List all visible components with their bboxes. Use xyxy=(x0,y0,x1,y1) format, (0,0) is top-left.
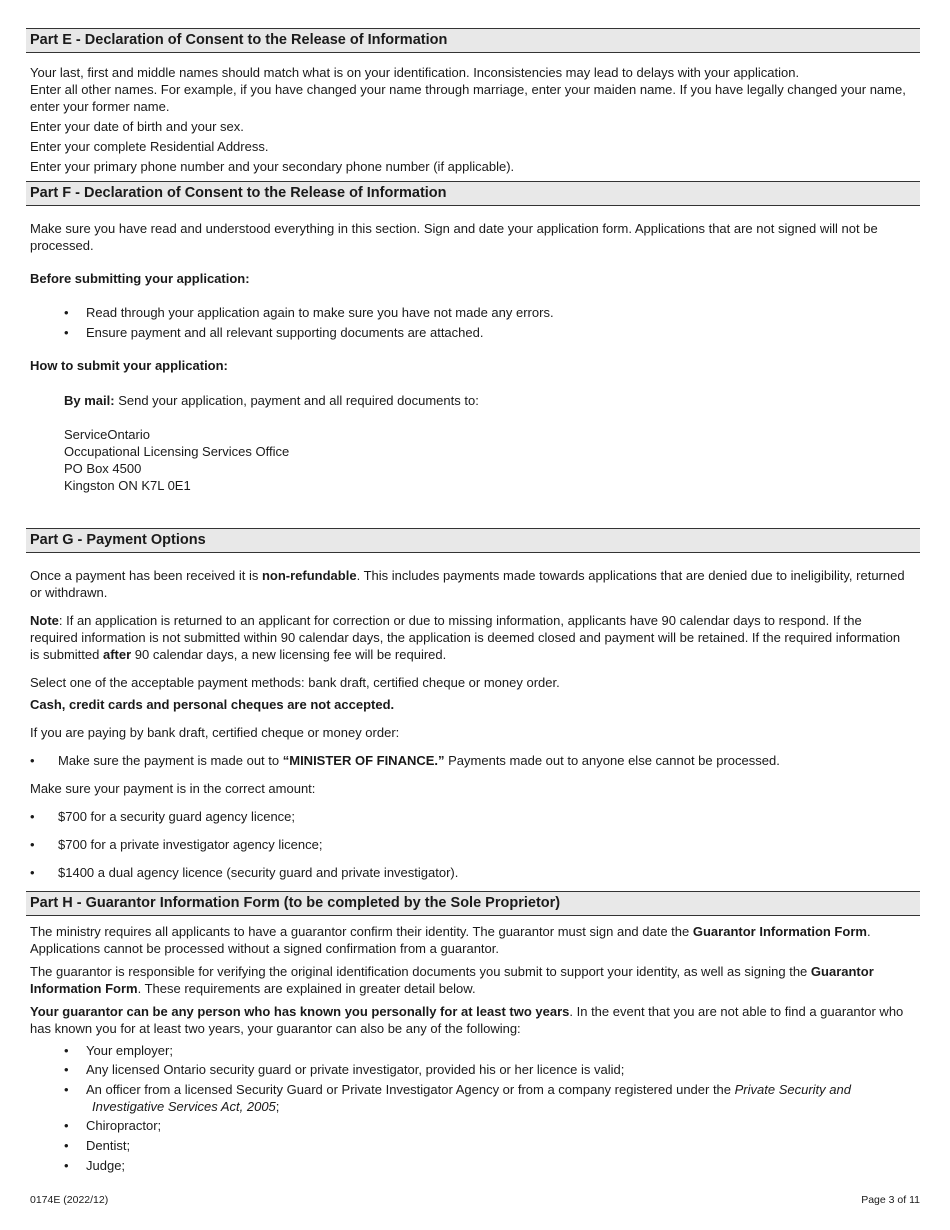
part-e-para-2: Enter all other names. For example, if you have changed your name through marriage, enter your maiden name. If you have legally changed your name, enter your former name. xyxy=(30,82,906,114)
bullet-icon: • xyxy=(30,837,35,852)
part-e-para-4: Enter your complete Residential Address. xyxy=(30,139,269,154)
part-g-note: Note: If an application is returned to an applicant for correction or due to missing information, applicants have 90 calendar days to respond. If the required information is not submitted within 90 calendar days, the application is deemed closed and payment will be retained. If the required information is submitted after 90 calendar days, a new licensing fee will be required. xyxy=(30,613,901,662)
page-number: Page 3 of 11 xyxy=(861,1194,920,1206)
bullet-icon: • xyxy=(64,1062,69,1077)
address-line: PO Box 4500 xyxy=(64,461,142,476)
before-submitting-heading: Before submitting your application: xyxy=(30,271,250,286)
part-h-para-1: The ministry requires all applicants to have a guarantor confirm their identity. The guarantor must sign and date the Guarantor Information Form. Applications cannot be processed without a signed confirmation from a guarantor. xyxy=(30,924,871,956)
part-g-para-5: If you are paying by bank draft, certified cheque or money order: xyxy=(30,725,400,740)
bullet-icon: • xyxy=(64,325,69,340)
part-h-para-3: Your guarantor can be any person who has known you personally for at least two years. In the event that you are not able to find a guarantor who has known you for at least two years, your guarantor can also be any of the following: xyxy=(30,1004,904,1036)
part-h-header: Part H - Guarantor Information Form (to be completed by the Sole Proprietor) xyxy=(26,891,920,916)
part-f-header: Part F - Declaration of Consent to the Release of Information xyxy=(26,181,920,206)
how-to-submit-heading: How to submit your application: xyxy=(30,358,228,373)
bullet-icon: • xyxy=(30,809,35,824)
part-e-para-3: Enter your date of birth and your sex. xyxy=(30,119,244,134)
bullet-icon: • xyxy=(64,1158,69,1173)
form-id: 0174E (2022/12) xyxy=(30,1194,109,1206)
part-f-para-1: Make sure you have read and understood everything in this section. Sign and date your application form. Applications that are not signed will not be processed. xyxy=(30,221,878,253)
part-h-para-2: The guarantor is responsible for verifying the original identification documents you submit to support your identity, as well as signing the Guarantor Information Form. These requirements are explained in greater detail below. xyxy=(30,964,874,996)
address-line: ServiceOntario xyxy=(64,427,150,442)
address-line: Kingston ON K7L 0E1 xyxy=(64,478,191,493)
bullet-icon: • xyxy=(64,1043,69,1058)
bullet-icon: • xyxy=(30,865,35,880)
list-item-continuation: Investigative Services Act, 2005; xyxy=(92,1099,280,1114)
bullet-icon: • xyxy=(30,753,35,768)
part-g-header: Part G - Payment Options xyxy=(26,528,920,553)
bullet-icon: • xyxy=(64,1082,69,1097)
bullet-icon: • xyxy=(64,305,69,320)
part-e-para-5: Enter your primary phone number and your secondary phone number (if applicable). xyxy=(30,159,515,174)
part-g-para-4: Cash, credit cards and personal cheques are not accepted. xyxy=(30,697,395,712)
part-g-para-1: Once a payment has been received it is non-refundable. This includes payments made towards applications that are denied due to ineligibility, returned or withdrawn. xyxy=(30,568,905,600)
bullet-icon: • xyxy=(64,1118,69,1133)
part-g-para-6: Make sure your payment is in the correct amount: xyxy=(30,781,316,796)
mail-instruction: By mail: Send your application, payment and all required documents to: xyxy=(64,393,479,408)
address-line: Occupational Licensing Services Office xyxy=(64,444,290,459)
part-g-para-3: Select one of the acceptable payment methods: bank draft, certified cheque or money order. xyxy=(30,675,560,690)
bullet-icon: • xyxy=(64,1138,69,1153)
document-page: Part E - Declaration of Consent to the Release of Information Your last, first and middle names should match what is on your identification. Inconsistencies may lead to delays with your application. Enter all other names. For example, if you have changed your name through marriage, enter your maiden name. If you have legally changed your name, enter your former name. Enter your date of birth and your sex. Enter your complete Residential Address. Enter your primary phone number and your secondary phone number (if applicable). Part F - Declaration of Consent to the Release of Information Make sure you have read and understood everything in this section. Sign and date your application form. Applications that are not signed will not be processed. Before submitting your application: • Read through your application again to make sure you have not made any errors. • Ensure payment and all relevant supporting documents are attached. How to submit your application: By mail: Send your application, payment and all required documents to: ServiceOntario Occupational Licensing Services Office PO Box 4500 Kingston ON K7L 0E1 Part G - Payment Options Once a payment has been received it is non-refundable. This includes payments made towards applications that are denied due to ineligibility, returned or withdrawn. Note: If an application is returned to an applicant for correction or due to missing information, applicants have 90 calendar days to respond. If the required information is not submitted within 90 calendar days, the application is deemed closed and payment will be retained. If the required information is submitted after 90 calendar days, a new licensing fee will be required. Select one of the acceptable payment methods: bank draft, certified cheque or money order. Cash, credit cards and personal cheques are not accepted. If you are paying by bank draft, certified cheque or money order: • Make sure the payment is made out to “MINISTER OF FINANCE.” Payments made out to anyone else cannot be processed. Make sure your payment is in the correct amount: • $700 for a security guard agency licence; • $700 for a private investigator agency licence; • $1400 a dual agency licence (security guard and private investigator). Part H - Guarantor Information Form (to be completed by the Sole Proprietor) The ministry requires all applicants to have a guarantor confirm their identity. The guarantor must sign and date the Guarantor Information Form. Applications cannot be processed without a signed confirmation from a guarantor. The guarantor is responsible for verifying the original identification documents you submit to support your identity, as well as signing the Guarantor Information Form. These requirements are explained in greater detail below. Your guarantor can be any person who has known you personally for at least two years. In the event that you are not able to find a guarantor who has known you for at least two years, your guarantor can also be any of the following: • Your employer; • Any licensed Ontario security guard or private investigator, provided his or her licence is valid; • An officer from a licensed Security Guard or Private Investigator Agency or from a company registered under the Private Security and Investigative Services Act, 2005; • Chiropractor; • Dentist; • Judge; 0174E (2022/12) Page 3 of 11 xyxy=(0,0,950,1230)
part-e-para-1: Your last, first and middle names should match what is on your identification. Inconsistencies may lead to delays with your application. xyxy=(30,65,800,80)
part-e-header: Part E - Declaration of Consent to the Release of Information xyxy=(26,28,920,53)
